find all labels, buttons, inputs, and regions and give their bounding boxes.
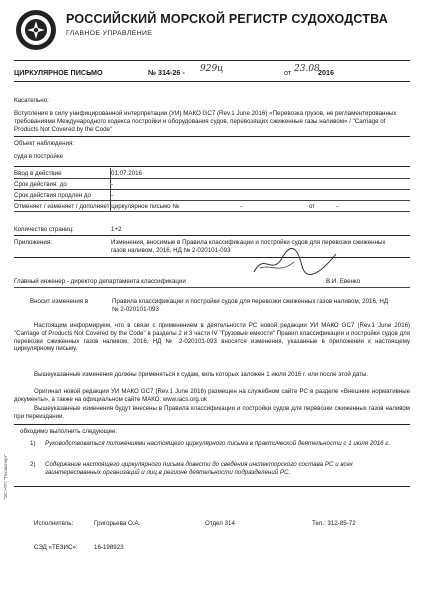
doc-type: ЦИРКУЛЯРНОЕ ПИСЬМО [14,68,103,77]
cancel-from-value: - [336,203,339,210]
body-divider [14,424,410,425]
sed-value: 16-198923 [94,544,124,551]
pages-label: Количество страниц: [14,226,74,233]
letter-number-prefix: № 314-26 - [148,68,185,77]
amendments-label: Вносит изменения в [30,298,89,305]
action-number: 2) [30,461,36,468]
observation-value: суда в постройке [14,153,64,160]
date-prefix: от [284,68,292,77]
attachments-divider [14,257,410,258]
body-paragraph: Оригинал новой редакции УИ МАКО GC7 (Rev.1 June 2016) размещен на служебном сайте РС в разделе «Внешние нормативные документы», а также на официальном сайте МАКО: www.iacs.org.uk [14,388,410,403]
action-text: Содержание настоящего циркулярного письма довести до сведения инспекторского состава РС и всех заинтересованных организаций и лиц в регионе деятельности подразделений РС. [45,461,353,476]
cancel-row [14,201,410,212]
subject-divider [14,136,410,137]
action-text: Руководствоваться положениями настоящего циркулярного письма в практической деятельности с 1 июля 2016 г. [45,440,391,447]
body-paragraph: Вышеуказанные изменения будут внесены в Правила классификации и постройки судов для перевозки сжиженных газов наливом при переиздании. [14,405,410,420]
sed-label: СЭД «ТЕЗИС»: [34,544,78,551]
signatory-name: В.И. Евенко [326,278,361,285]
body-paragraph: Вышеуказанные изменения должны применяться к судам, киль которых заложен 1 июля 2016 г. или после этой даты. [34,371,369,378]
validity-label: Срок действия: до [14,181,67,188]
attachments-value: Изменения, вносимые в Правила классификации и постройки судов для перевозки сжиженных газов наливом, 2016, НД № 2-020101-093 [111,239,386,254]
cancel-label: Отменяет / изменяет / дополняет циркулярное письмо № [14,203,179,210]
validity-row-until [14,179,410,190]
validity-value: - [111,192,114,199]
validity-label: Ввод в действие [14,170,62,177]
executor-phone: Тел.: 312-85-72 [312,520,356,527]
amendments-value: Правила классификации и постройки судов для перевозки сжиженных газов наливом, 2016, НД № 2-020101-093 [112,298,389,313]
executor-name: Григорьева О.А. [94,520,141,527]
subject-text: Вступления в силу унифицированной интерпретации (УИ) МАКО GC7 (Rev.1 June 2016) «Перевозка грузов, не регламентированных требованиями Международного кодекса постройки и оборудования судов, перевозящих сжиженные газы наливом» / "Carriage of Products Not Covered by the Code" [14,110,397,133]
subject-label: Касательно: [14,97,49,104]
header-divider [14,60,410,61]
cancel-value: - [240,203,243,210]
department-name: ГЛАВНОЕ УПРАВЛЕНИЕ [66,30,153,37]
validity-value: - [111,181,114,188]
cancel-from-label: от [309,203,316,210]
action-number: 1) [30,440,36,447]
org-name: РОССИЙСКИЙ МОРСКОЙ РЕГИСТР СУДОХОДСТВА [66,12,388,26]
signatory-position: Главный инженер - директор департамента классификации [14,278,186,285]
letter-number-handwritten: 929ц [200,64,224,74]
validity-label: Срок действия продлен до [14,192,91,199]
observation-label: Объект наблюдения: [14,140,75,147]
side-stamp: "ЭС НТП "Техэксперт" [3,453,8,500]
executor-label: Исполнитель: [34,520,74,527]
actions-divider [14,486,410,487]
date-handwritten: 23.08 [294,64,320,74]
pages-value: 1+2 [111,226,122,233]
letter-divider [14,81,410,82]
observation-divider [14,166,410,167]
validity-column-separator [110,168,114,212]
executor-department: Отдел 314 [205,520,235,527]
pages-divider [14,235,410,236]
validity-value: 01.07.2016 [111,170,142,177]
signature-divider [14,287,410,288]
body-paragraph: Настоящим информируем, что в связи с применением в деятельности РС новой редакции УИ МАКО GC7 (Rev.1 June 2016) "Carriage of Products Not Covered by the Code" в разделы 2 и 3 части IV "Грузовые емкости" Правил классификации и постройки судов для перевозки сжиженных газов наливом, 2016, НД № 2-020101-093 вносятся изменения, указанные в приложении к настоящему циркулярному письму. [14,322,410,353]
validity-row-extended [14,190,410,201]
validity-row-start [14,168,410,179]
date-year: 2016 [318,68,334,77]
actions-label: обходимо выполнить следующее: [20,428,118,435]
rmrs-emblem-icon [14,8,58,52]
attachments-label: Приложения: [14,239,52,246]
signature-image [250,246,340,278]
